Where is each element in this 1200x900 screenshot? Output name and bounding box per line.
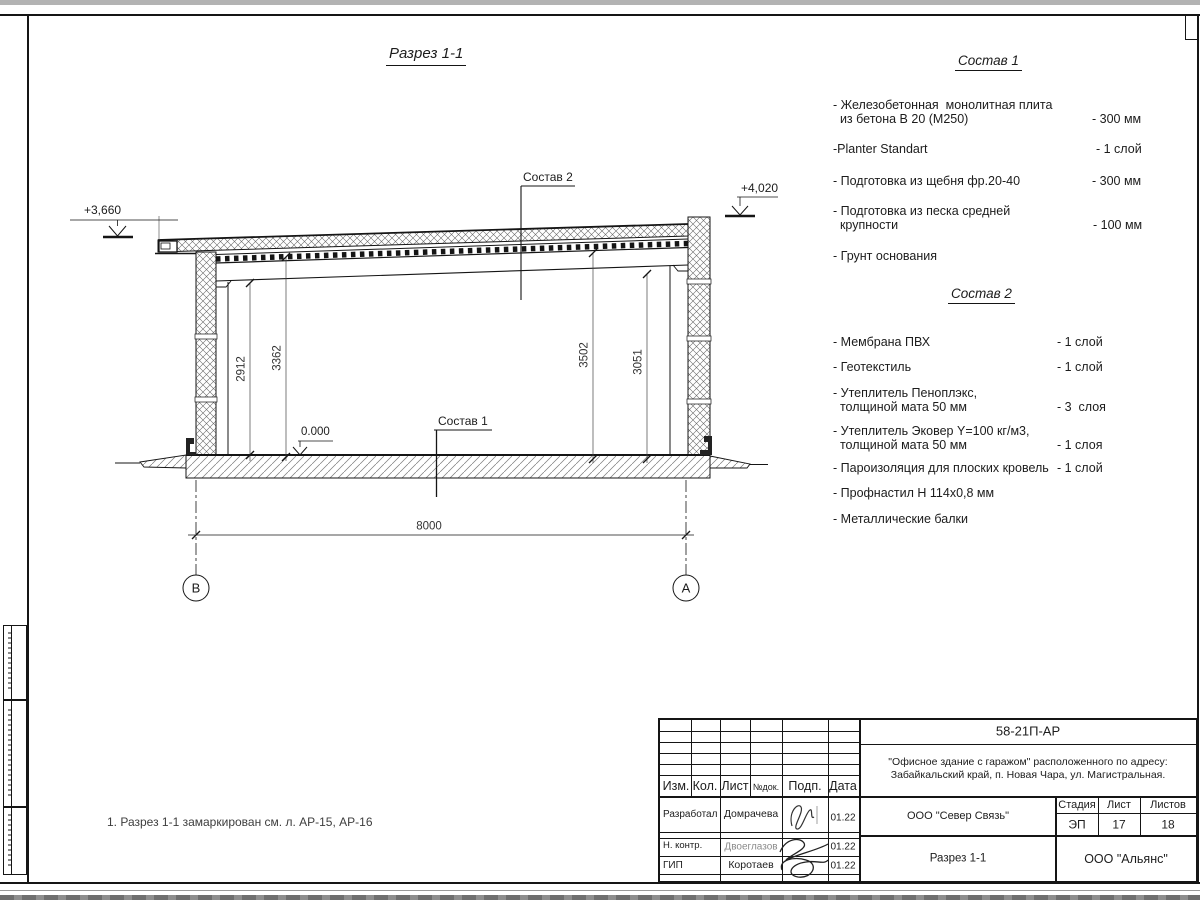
row-gip-name: Коротаев <box>728 859 774 872</box>
list-item: - Утеплитель Эковер Y=100 кг/м3, толщиной мата 50 мм - 1 слоя <box>833 424 1103 452</box>
row-gip-role: ГИП <box>663 860 683 871</box>
left-apron <box>140 455 186 468</box>
level-left-value: +3,660 <box>84 203 122 217</box>
level-mark-left <box>70 220 178 237</box>
callout-floor-label: Состав 1 <box>438 414 488 428</box>
project-line2: Забайкальский край, п. Новая Чара, ул. Магистральная. <box>890 769 1166 782</box>
title-block <box>658 718 1198 883</box>
signature-gip <box>774 836 832 882</box>
list-label: Лист <box>1107 798 1131 811</box>
list-item: - Металлические балки <box>833 512 968 526</box>
doc-code: 58-21П-АР <box>995 723 1061 739</box>
list-item: - Геотекстиль - 1 слой <box>833 360 1103 374</box>
list-item: - Пароизоляция для плоских кровель - 1 слой <box>833 461 1103 475</box>
left-wall <box>196 252 216 455</box>
col-izm: Изм. <box>662 779 690 793</box>
left-plinth <box>186 438 196 455</box>
listov-label: Листов <box>1150 798 1186 811</box>
list-item: - Железобетонная монолитная плита из бетона В 20 (М250) - 300 мм <box>833 98 1142 126</box>
col-list: Лист <box>721 779 749 793</box>
stage-label: Стадия <box>1058 798 1096 811</box>
col-ndok: №док. <box>752 781 780 792</box>
col-podp: Подп. <box>788 779 822 793</box>
sheet-name: Разрез 1-1 <box>929 852 987 865</box>
row-ncontrol-name: Двоеглазов <box>724 841 778 853</box>
sostav2-title: Состав 2 <box>948 286 1015 304</box>
list-item: - Мембрана ПВХ - 1 слой <box>833 335 1103 349</box>
sheet-total: 18 <box>1161 817 1175 832</box>
org-name: ООО "Север Связь" <box>906 809 1010 822</box>
level-mark-right <box>725 197 778 216</box>
row-developer-name: Домрачева <box>723 808 779 821</box>
level-mark-floor <box>293 441 333 455</box>
level-right-value: +4,020 <box>741 181 779 195</box>
dim-3502: 3502 <box>578 342 591 368</box>
sheet-note: 1. Разрез 1-1 замаркирован см. л. АР-15, АР-16 <box>107 815 373 829</box>
dim-2912: 2912 <box>235 356 248 382</box>
sheet-number: 17 <box>1112 817 1126 832</box>
dim-3362: 3362 <box>271 345 284 371</box>
dim-3051: 3051 <box>632 349 645 375</box>
col-data: Дата <box>829 779 857 793</box>
list-item: - Подготовка из щебня фр.20-40 - 300 мм <box>833 174 1142 188</box>
list-item: - Утеплитель Пеноплэкс, толщиной мата 50 мм - 3 слоя <box>833 386 1106 414</box>
sostav1-list <box>833 98 1173 273</box>
floor-slab <box>186 455 710 478</box>
signature-developer <box>784 798 826 834</box>
section-title: Разрез 1-1 <box>386 46 466 66</box>
col-kol: Кол. <box>692 779 718 793</box>
row-developer-date: 01.22 <box>830 812 856 824</box>
list-item: - Грунт основания <box>833 249 938 263</box>
sostav1-title: Состав 1 <box>955 53 1022 71</box>
beam-soffit-line <box>216 265 688 281</box>
row-ncontrol-role: Н. контр. <box>663 840 703 851</box>
axis-letter-left: В <box>191 580 201 596</box>
row-gip-date: 01.22 <box>830 860 856 872</box>
stage-value: ЭП <box>1068 817 1086 832</box>
project-line1: "Офисное здание с гаражом" расположенного по адресу: <box>888 756 1168 769</box>
row-developer-role: Разработал <box>663 809 718 820</box>
list-item: -Planter Standart - 1 слой <box>833 142 1142 156</box>
list-item: - Профнастил Н 114х0,8 мм <box>833 486 995 500</box>
company-name: ООО "Альянс" <box>1084 852 1168 866</box>
right-apron <box>710 456 750 468</box>
axis-letter-right: А <box>681 580 691 596</box>
list-item: - Подготовка из песка средней крупности - 100 мм <box>833 204 1143 232</box>
level-floor-value: 0.000 <box>301 426 330 438</box>
row-ncontrol-date: 01.22 <box>830 841 856 853</box>
callout-roof-label: Состав 2 <box>523 170 573 184</box>
dim-8000: 8000 <box>416 520 442 533</box>
sostav2-list <box>833 335 1173 535</box>
